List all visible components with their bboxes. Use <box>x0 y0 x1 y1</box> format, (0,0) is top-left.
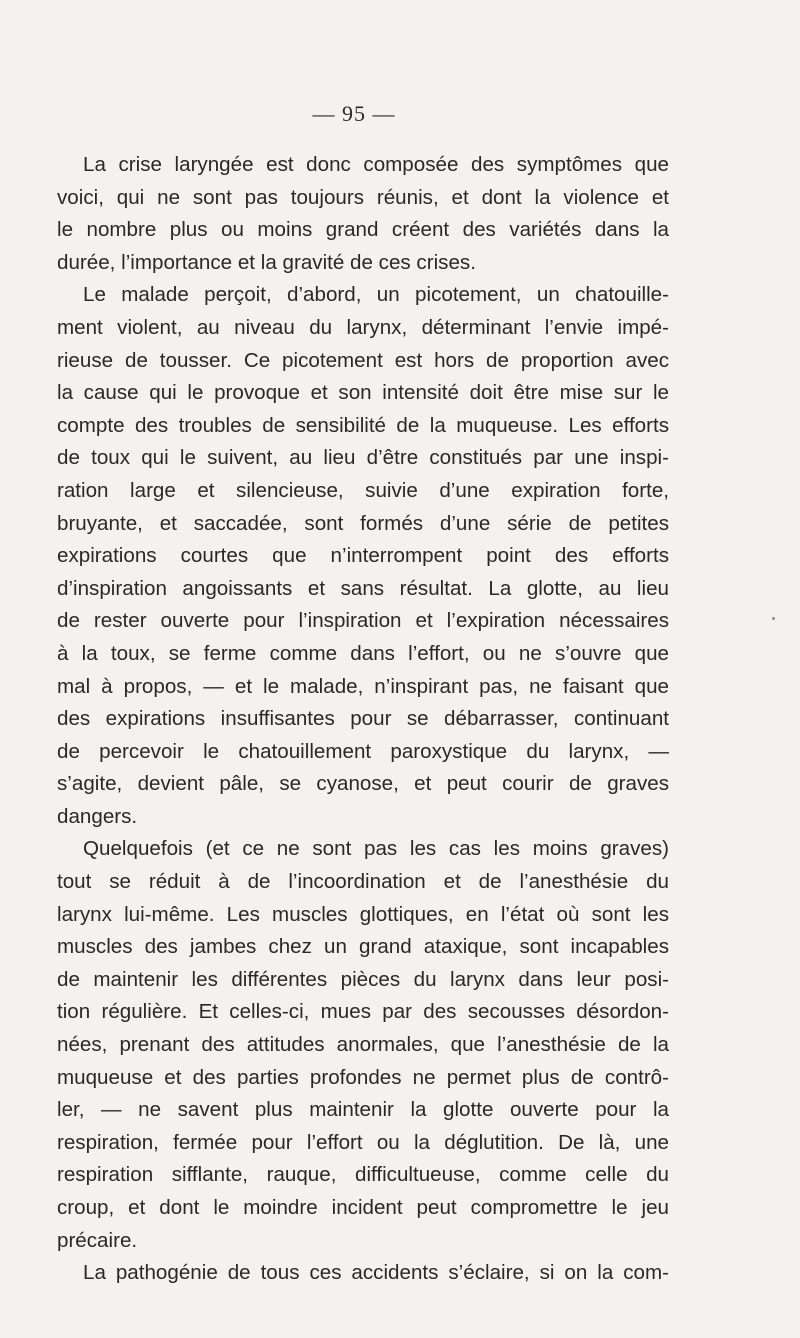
text-line: larynx lui-même. Les muscles glottiques, en l’état où sont les <box>57 902 669 926</box>
text-line: La pathogénie de tous ces accidents s’éclaire, si on la com- <box>83 1261 669 1285</box>
text-line: tion régulière. Et celles-ci, mues par des secousses désordon- <box>57 1000 669 1024</box>
text-line: ration large et silencieuse, suivie d’une expiration forte, <box>57 478 669 502</box>
text-line: tout se réduit à de l’incoordination et de l’anesthésie du <box>57 870 669 894</box>
text-line: croup, et dont le moindre incident peut compromettre le jeu <box>57 1196 669 1219</box>
text-line: d’inspiration angoissants et sans résultat. La glotte, au lieu <box>57 576 669 600</box>
text-line: nées, prenant des attitudes anormales, que l’anesthésie de la <box>57 1033 669 1057</box>
text-line: de maintenir les différentes pièces du larynx dans leur posi- <box>57 967 669 991</box>
text-line: expirations courtes que n’interrompent point des efforts <box>57 544 669 568</box>
text-line: rieuse de tousser. Ce picotement est hors de proportion avec <box>57 348 669 372</box>
text-line: s’agite, devient pâle, se cyanose, et peut courir de graves <box>57 772 669 796</box>
text-line: durée, l’importance et la gravité de ces crises. <box>57 250 476 274</box>
text-line: Le malade perçoit, d’abord, un picotement, un chatouille- <box>83 283 669 307</box>
text-line: le nombre plus ou moins grand créent des variétés dans la <box>57 218 669 242</box>
paragraph-3 <box>57 833 669 1257</box>
text-line: compte des troubles de sensibilité de la muqueuse. Les efforts <box>57 413 669 437</box>
paragraph-1 <box>57 149 669 279</box>
text-line: respiration sifflante, rauque, difficultueuse, comme celle du <box>57 1163 669 1187</box>
text-line: des expirations insuffisantes pour se débarrasser, continuant <box>57 707 669 731</box>
text-line: mal à propos, — et le malade, n’inspirant pas, ne faisant que <box>57 674 669 698</box>
text-line: de toux qui le suivent, au lieu d’être constitués par une inspi- <box>57 446 669 470</box>
text-line: ment violent, au niveau du larynx, déterminant l’envie impé- <box>57 315 669 339</box>
page-number: — 95 — <box>312 101 396 126</box>
text-line: de percevoir le chatouillement paroxystique du larynx, — <box>57 739 669 763</box>
text-line: la cause qui le provoque et son intensité doit être mise sur le <box>57 381 669 405</box>
text-line: de rester ouverte pour l’inspiration et l’expiration nécessaires <box>57 609 669 633</box>
paragraph-2 <box>57 279 669 833</box>
text-line: voici, qui ne sont pas toujours réunis, et dont la violence et <box>57 185 669 209</box>
text-line: muqueuse et des parties profondes ne permet plus de contrô- <box>57 1065 669 1089</box>
text-line: respiration, fermée pour l’effort ou la déglutition. De là, une <box>57 1130 669 1154</box>
text-line: bruyante, et saccadée, sont formés d’une série de petites <box>57 511 669 535</box>
text-line: ler, — ne savent plus maintenir la glotte ouverte pour la <box>57 1098 669 1122</box>
text-line: à la toux, se ferme comme dans l’effort, ou ne s’ouvre que <box>57 641 669 665</box>
text-line: La crise laryngée est donc composée des symptômes que <box>83 153 669 176</box>
body-text <box>57 149 669 1290</box>
text-line: Quelquefois (et ce ne sont pas les cas les moins graves) <box>83 837 669 861</box>
text-line: muscles des jambes chez un grand ataxique, sont incapables <box>57 935 669 959</box>
paragraph-4 <box>57 1257 669 1290</box>
paper-speck <box>772 617 775 620</box>
text-line: dangers. <box>57 804 138 828</box>
text-line: précaire. <box>57 1228 138 1252</box>
